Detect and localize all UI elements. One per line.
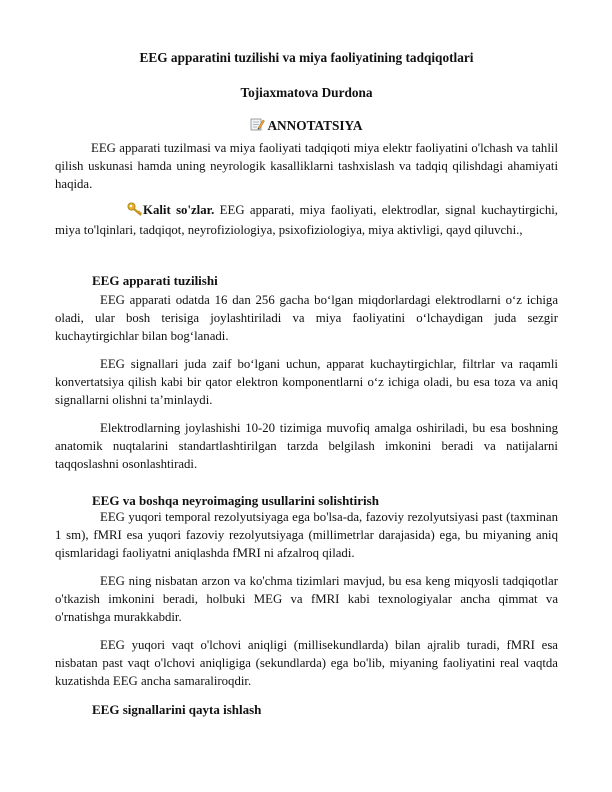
document-content xyxy=(55,50,558,724)
section-paragraph: EEG yuqori vaqt o'lchovi aniqligi (millisekundlarda) bilan ajralib turadi, fMRI esa nisbatan past vaqt o'lchovi aniqligiga (sekundlarda) ega bo'lib, miyaning faoliyatini real vaqtda kuzatishda EEG ancha samaraliroqdir. xyxy=(55,638,558,688)
section-paragraph: EEG apparati odatda 16 dan 256 gacha bo‘lgan miqdorlardagi elektrodlarni o‘z ichiga oladi, ular bosh terisiga joylashtiriladi va miya faoliyatini o‘lchaydigan juda sezgir kuchaytirgichlar bilan bog‘lanadi. xyxy=(55,293,558,343)
keywords-paragraph xyxy=(55,201,558,239)
annotation-heading-row xyxy=(55,117,558,135)
section-paragraph: EEG ning nisbatan arzon va ko'chma tizimlari mavjud, bu esa keng miqyosli tadqiqotlar o'tkazish imkonini beradi, holbuki MEG va fMRI kabi texnologiyalar ancha qimmat va o'rnatishga murakkabdir. xyxy=(55,574,558,624)
section-heading-structure: EEG apparati tuzilishi xyxy=(92,273,218,288)
author-name: Tojiaxmatova Durdona xyxy=(240,85,373,100)
section-heading-processing: EEG signallarini qayta ishlash xyxy=(92,702,262,717)
annotation-heading: ANNOTATSIYA xyxy=(267,118,363,133)
key-icon xyxy=(91,202,143,221)
document-title: EEG apparatini tuzilishi va miya faoliyatining tadqiqotlari xyxy=(139,50,474,65)
keywords-text: EEG apparati, miya faoliyati, elektrodlar, signal kuchaytirgichi, miya to'lqinlari, tadqiqot, neyrofiziologiya, psixofiziologiya, miya aktivligi, qayd qiluvchi., xyxy=(55,203,558,237)
section-heading-comparison: EEG va boshqa neyroimaging usullarini solishtirish xyxy=(92,493,379,508)
annotation-text: EEG apparati tuzilmasi va miya faoliyati tadqiqoti miya elektr faoliyatini o'lchash va tahlil qilish uskunasi hamda uning neyrologik kasalliklarni tashxislash va tadqiq qilishdagi ahamiyati haqida. xyxy=(55,141,558,191)
section-paragraph: EEG yuqori temporal rezolyutsiyaga ega bo'lsa-da, fazoviy rezolyutsiyasi past (taxminan 1 sm), fMRI esa yuqori fazoviy rezolyutsiyaga (millimetrlar darajasida) ega, bu miyaning aniq qismlaridagi faoliyatni aniqlashda fMRI ni afzalroq qiladi. xyxy=(55,510,558,560)
section-paragraph: EEG signallari juda zaif bo‘lgani uchun, apparat kuchaytirgichlar, filtrlar va raqamli konvertatsiya qilish kabi bir qator elektron komponentlarni o‘z ichiga oladi, bu esa toza va aniq signallarni olishni ta’minlaydi. xyxy=(55,357,558,407)
section-paragraph: Elektrodlarning joylashishi 10-20 tizimiga muvofiq amalga oshiriladi, bu esa boshning anatomik nuqtalarini standartlashtirilgan tarzda belgilash imkonini beradi va natijalarni taqqoslashni osonlashtiradi. xyxy=(55,421,558,471)
keywords-label: Kalit so'zlar. xyxy=(143,203,215,217)
memo-pencil-icon xyxy=(250,117,265,135)
